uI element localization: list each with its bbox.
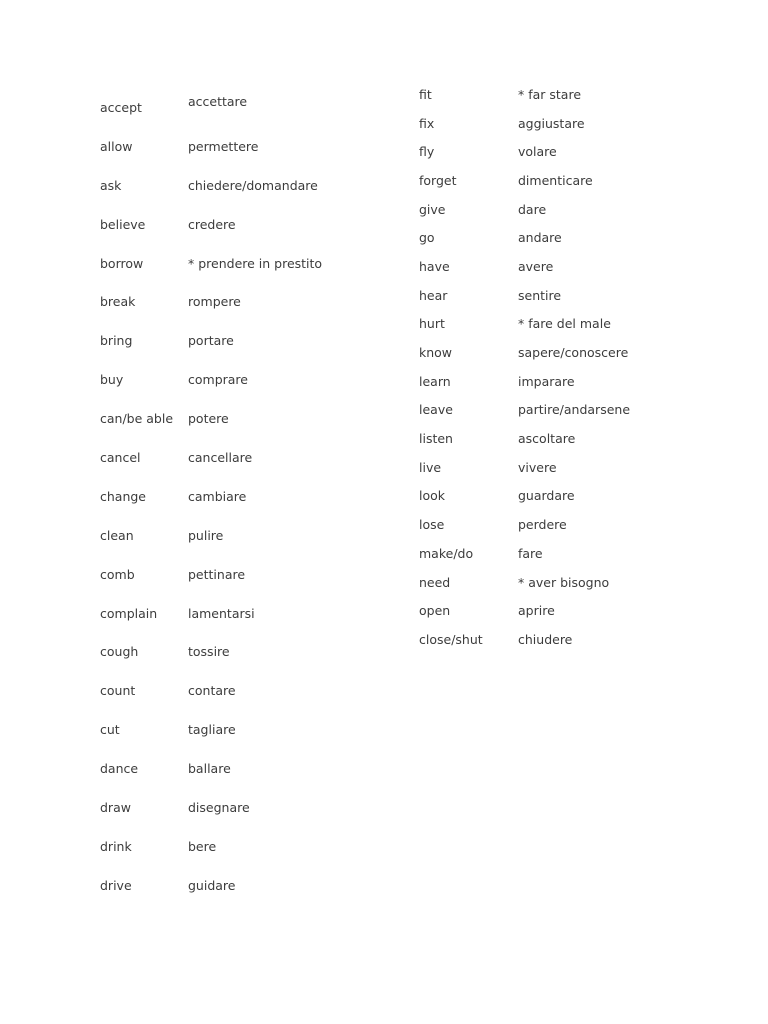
italian-translation: sentire [518, 287, 562, 303]
english-verb: change [100, 488, 147, 504]
italian-translation: accettare [188, 93, 248, 109]
verb-row [100, 438, 322, 477]
english-verb: listen [419, 431, 453, 447]
italian-translation: * prendere in prestito [188, 255, 323, 271]
verb-row [100, 594, 322, 633]
italian-translation: partire/andarsene [518, 402, 631, 418]
italian-translation: lamentarsi [188, 605, 255, 621]
english-verb: hurt [419, 316, 445, 332]
italian-translation: permettere [188, 138, 259, 154]
verb-row [100, 88, 322, 127]
italian-translation: dimenticare [518, 172, 593, 188]
verb-row [100, 671, 322, 710]
english-verb: forget [419, 172, 457, 188]
verb-row [100, 360, 322, 399]
italian-translation: * fare del male [518, 316, 611, 332]
italian-translation: rompere [188, 294, 241, 310]
english-verb: look [419, 488, 446, 504]
italian-translation: sapere/conoscere [518, 345, 629, 361]
english-verb: hear [419, 287, 448, 303]
italian-translation: chiudere [518, 631, 573, 647]
english-verb: make/do [419, 545, 474, 561]
verb-row [419, 568, 630, 597]
italian-translation: credere [188, 216, 236, 232]
english-verb: fly [419, 144, 435, 160]
italian-translation: andare [518, 230, 562, 246]
verb-row [100, 321, 322, 360]
english-verb: need [419, 574, 451, 590]
verb-row [419, 453, 630, 482]
italian-translation: avere [518, 258, 554, 274]
english-verb: fit [419, 86, 432, 102]
english-verb: cough [100, 644, 139, 660]
verb-row [419, 482, 630, 511]
english-verb: can/be able [100, 411, 174, 427]
english-verb: believe [100, 216, 146, 232]
english-verb: fix [419, 115, 435, 131]
verb-row [100, 749, 322, 788]
verb-row [419, 367, 630, 396]
verb-row [419, 281, 630, 310]
verb-row [419, 596, 630, 625]
italian-translation: pulire [188, 527, 224, 543]
english-verb: accept [100, 99, 142, 115]
verb-row [100, 516, 322, 555]
english-verb: give [419, 201, 446, 217]
italian-translation: ballare [188, 761, 231, 777]
verb-row [100, 827, 322, 866]
verb-row [419, 137, 630, 166]
italian-translation: tagliare [188, 722, 236, 738]
italian-translation: * far stare [518, 86, 582, 102]
italian-translation: cambiare [188, 488, 247, 504]
verb-row [419, 424, 630, 453]
verb-row [100, 166, 322, 205]
italian-translation: imparare [518, 373, 575, 389]
english-verb: draw [100, 799, 131, 815]
english-verb: leave [419, 402, 453, 418]
italian-translation: portare [188, 333, 234, 349]
english-verb: dance [100, 761, 139, 777]
italian-translation: aprire [518, 603, 555, 619]
english-verb: cancel [100, 449, 141, 465]
verb-row [100, 127, 322, 166]
verb-table-left [100, 88, 322, 905]
english-verb: learn [419, 373, 451, 389]
english-verb: bring [100, 333, 133, 349]
verb-row [419, 338, 630, 367]
english-verb: comb [100, 566, 135, 582]
italian-translation: guidare [188, 877, 236, 893]
english-verb: allow [100, 138, 133, 154]
italian-translation: guardare [518, 488, 575, 504]
italian-translation: disegnare [188, 799, 250, 815]
english-verb: buy [100, 372, 124, 388]
italian-translation: bere [188, 838, 217, 854]
verb-row [100, 477, 322, 516]
english-verb: live [419, 459, 442, 475]
verb-row [419, 195, 630, 224]
english-verb: go [419, 230, 435, 246]
verb-row [419, 625, 630, 654]
italian-translation: aggiustare [518, 115, 585, 131]
italian-translation: perdere [518, 517, 567, 533]
verb-row [419, 396, 630, 425]
english-verb: break [100, 294, 136, 310]
italian-translation: vivere [518, 459, 557, 475]
italian-translation: contare [188, 683, 236, 699]
english-verb: ask [100, 177, 122, 193]
verb-row [419, 252, 630, 281]
english-verb: open [419, 603, 451, 619]
english-verb: lose [419, 517, 445, 533]
italian-translation: * aver bisogno [518, 574, 610, 590]
english-verb: clean [100, 527, 134, 543]
verb-row [100, 282, 322, 321]
english-verb: complain [100, 605, 158, 621]
italian-translation: fare [518, 545, 543, 561]
italian-translation: ascoltare [518, 431, 576, 447]
english-verb: count [100, 683, 136, 699]
verb-row [419, 166, 630, 195]
verb-row [100, 788, 322, 827]
italian-translation: volare [518, 144, 557, 160]
english-verb: borrow [100, 255, 144, 271]
english-verb: close/shut [419, 631, 483, 647]
verb-row [100, 555, 322, 594]
english-verb: know [419, 345, 453, 361]
english-verb: have [419, 258, 450, 274]
italian-translation: pettinare [188, 566, 246, 582]
verb-row [419, 310, 630, 339]
italian-translation: chiedere/domandare [188, 177, 318, 193]
verb-row [419, 80, 630, 109]
verb-row [100, 244, 322, 283]
english-verb: cut [100, 722, 120, 738]
english-verb: drink [100, 838, 132, 854]
verb-row [419, 109, 630, 138]
italian-translation: comprare [188, 372, 248, 388]
verb-row [100, 866, 322, 905]
verb-row [419, 510, 630, 539]
italian-translation: dare [518, 201, 547, 217]
verb-row [100, 632, 322, 671]
italian-translation: potere [188, 411, 229, 427]
verb-table-right [419, 80, 630, 654]
verb-row [419, 539, 630, 568]
english-verb: drive [100, 877, 132, 893]
verb-row [100, 399, 322, 438]
verb-row [419, 223, 630, 252]
italian-translation: tossire [188, 644, 230, 660]
italian-translation: cancellare [188, 449, 253, 465]
verb-row [100, 205, 322, 244]
verb-row [100, 710, 322, 749]
